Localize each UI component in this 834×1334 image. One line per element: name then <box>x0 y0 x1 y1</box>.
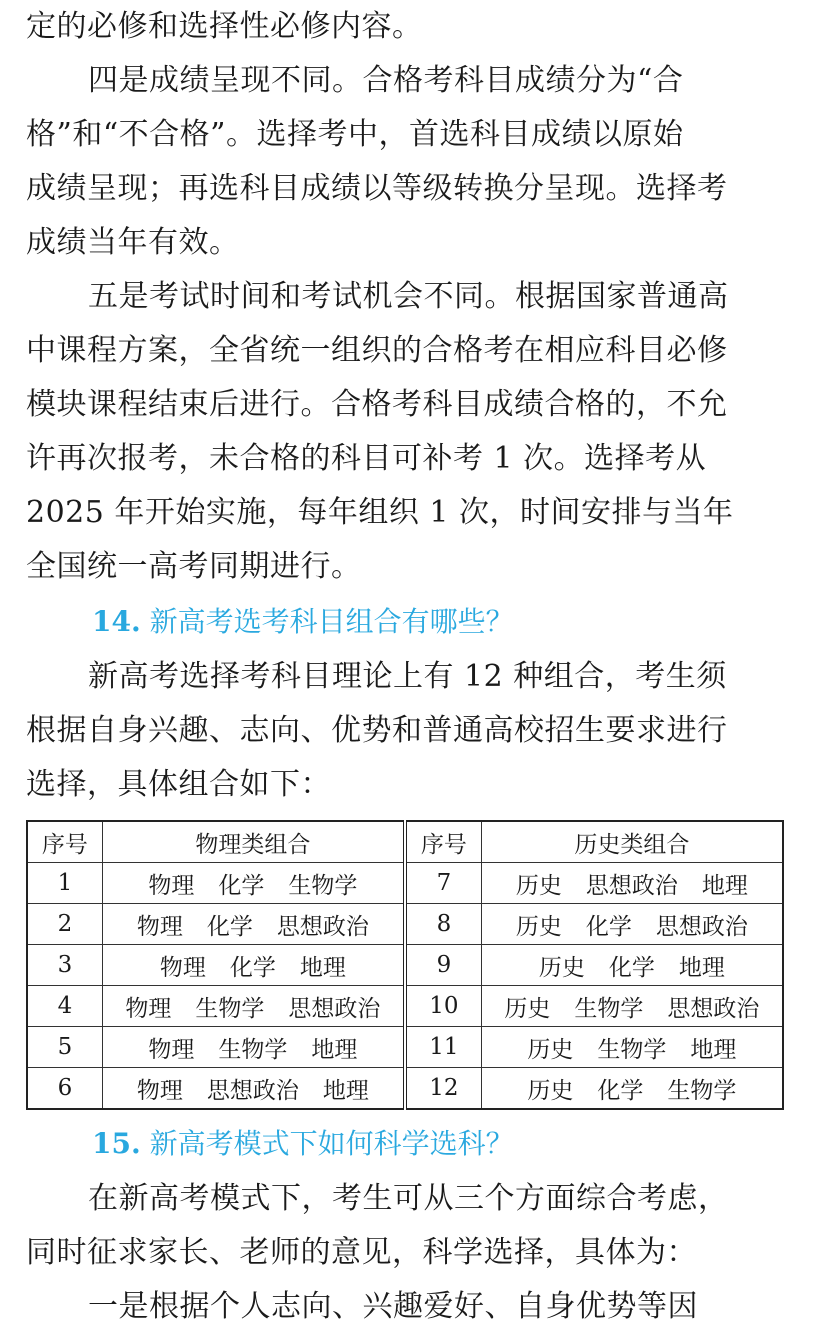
section-heading-14 <box>26 594 786 650</box>
subject-name: 地理 <box>311 1036 358 1063</box>
subject-name: 思想政治 <box>206 1077 299 1104</box>
section-heading-15 <box>26 1116 786 1172</box>
table-header-row <box>27 821 783 863</box>
body-text-bottom <box>26 1172 786 1334</box>
text-line: 中课程方案，全省统一组织的合格考在相应科目必修 <box>26 333 728 368</box>
subject-combination <box>481 1068 783 1110</box>
table-row <box>27 945 783 986</box>
subject-name: 历史 <box>538 954 585 981</box>
text-line: 定的必修和选择性必修内容。 <box>26 9 423 44</box>
subject-combination-table <box>26 820 784 1110</box>
section-number: 15. <box>92 1127 141 1160</box>
table-row <box>27 1068 783 1110</box>
row-number: 11 <box>405 1027 481 1068</box>
subject-name: 物理 <box>136 1077 183 1104</box>
subject-name: 思想政治 <box>655 913 748 940</box>
row-number: 10 <box>405 986 481 1027</box>
subject-name: 历史 <box>515 872 562 899</box>
subject-combination <box>481 1027 783 1068</box>
subject-name: 历史 <box>504 995 551 1022</box>
text-line: 一是根据个人志向、兴趣爱好、自身优势等因 <box>88 1289 698 1324</box>
subject-combination <box>102 863 405 904</box>
text-line: 模块课程结束后进行。合格考科目成绩合格的，不允 <box>26 387 728 422</box>
row-number: 8 <box>405 904 481 945</box>
text-line: 格”和“不合格”。选择考中，首选科目成绩以原始 <box>26 117 684 152</box>
subject-name: 地理 <box>690 1036 737 1063</box>
table-header-cell: 序号 <box>27 821 102 863</box>
text-line: 选择，具体组合如下： <box>26 767 331 802</box>
row-number: 2 <box>27 904 102 945</box>
table-header-cell: 历史类组合 <box>481 821 783 863</box>
subject-name: 生物学 <box>195 995 265 1022</box>
document-page <box>26 0 786 1334</box>
text-line: 成绩呈现；再选科目成绩以等级转换分呈现。选择考 <box>26 171 728 206</box>
subject-combination <box>102 1027 405 1068</box>
subject-name: 化学 <box>206 913 253 940</box>
table-row <box>27 986 783 1027</box>
text-line: 2025 年开始实施，每年组织 1 次，时间安排与当年 <box>26 495 734 530</box>
table-header-cell: 物理类组合 <box>102 821 405 863</box>
table-row <box>27 1027 783 1068</box>
row-number: 6 <box>27 1068 102 1110</box>
subject-name: 化学 <box>229 954 276 981</box>
subject-name: 生物学 <box>667 1077 737 1104</box>
subject-name: 地理 <box>701 872 748 899</box>
subject-name: 化学 <box>597 1077 644 1104</box>
row-number: 5 <box>27 1027 102 1068</box>
row-number: 7 <box>405 863 481 904</box>
table-header-cell: 序号 <box>405 821 481 863</box>
subject-name: 地理 <box>299 954 346 981</box>
subject-combination <box>481 986 783 1027</box>
subject-name: 化学 <box>218 872 265 899</box>
table-row <box>27 863 783 904</box>
subject-combination <box>102 986 405 1027</box>
subject-name: 化学 <box>585 913 632 940</box>
text-line: 同时征求家长、老师的意见，科学选择，具体为： <box>26 1235 697 1270</box>
section-title: 新高考模式下如何科学选科？ <box>149 1127 514 1160</box>
row-number: 9 <box>405 945 481 986</box>
subject-name: 生物学 <box>597 1036 667 1063</box>
text-line: 五是考试时间和考试机会不同。根据国家普通高 <box>88 279 729 314</box>
text-line: 成绩当年有效。 <box>26 225 240 260</box>
subject-combination <box>481 945 783 986</box>
subject-name: 思想政治 <box>585 872 678 899</box>
subject-combination <box>102 945 405 986</box>
subject-combination <box>481 863 783 904</box>
section-number: 14. <box>92 605 141 638</box>
subject-name: 生物学 <box>574 995 644 1022</box>
subject-name: 物理 <box>125 995 172 1022</box>
subject-name: 物理 <box>148 1036 195 1063</box>
subject-name: 生物学 <box>218 1036 288 1063</box>
subject-name: 历史 <box>515 913 562 940</box>
subject-name: 化学 <box>608 954 655 981</box>
section-title: 新高考选考科目组合有哪些？ <box>149 605 514 638</box>
body-text-top <box>26 0 786 594</box>
row-number: 1 <box>27 863 102 904</box>
table-row <box>27 904 783 945</box>
subject-combination <box>102 904 405 945</box>
text-line: 全国统一高考同期进行。 <box>26 549 362 584</box>
body-text-mid <box>26 650 786 812</box>
subject-name: 历史 <box>527 1077 574 1104</box>
row-number: 4 <box>27 986 102 1027</box>
subject-name: 思想政治 <box>276 913 369 940</box>
subject-name: 思想政治 <box>288 995 381 1022</box>
subject-name: 物理 <box>148 872 195 899</box>
subject-name: 历史 <box>527 1036 574 1063</box>
subject-combination <box>481 904 783 945</box>
subject-name: 物理 <box>136 913 183 940</box>
subject-name: 地理 <box>678 954 725 981</box>
subject-name: 地理 <box>322 1077 369 1104</box>
subject-name: 思想政治 <box>667 995 760 1022</box>
text-line: 新高考选择考科目理论上有 12 种组合，考生须 <box>88 659 727 694</box>
subject-name: 生物学 <box>288 872 358 899</box>
subject-name: 物理 <box>159 954 206 981</box>
subject-combination <box>102 1068 405 1110</box>
text-line: 根据自身兴趣、志向、优势和普通高校招生要求进行 <box>26 713 728 748</box>
text-line: 在新高考模式下，考生可从三个方面综合考虑， <box>88 1181 729 1216</box>
row-number: 12 <box>405 1068 481 1110</box>
text-line: 许再次报考，未合格的科目可补考 1 次。选择考从 <box>26 441 707 476</box>
row-number: 3 <box>27 945 102 986</box>
text-line: 四是成绩呈现不同。合格考科目成绩分为“合 <box>88 63 684 98</box>
